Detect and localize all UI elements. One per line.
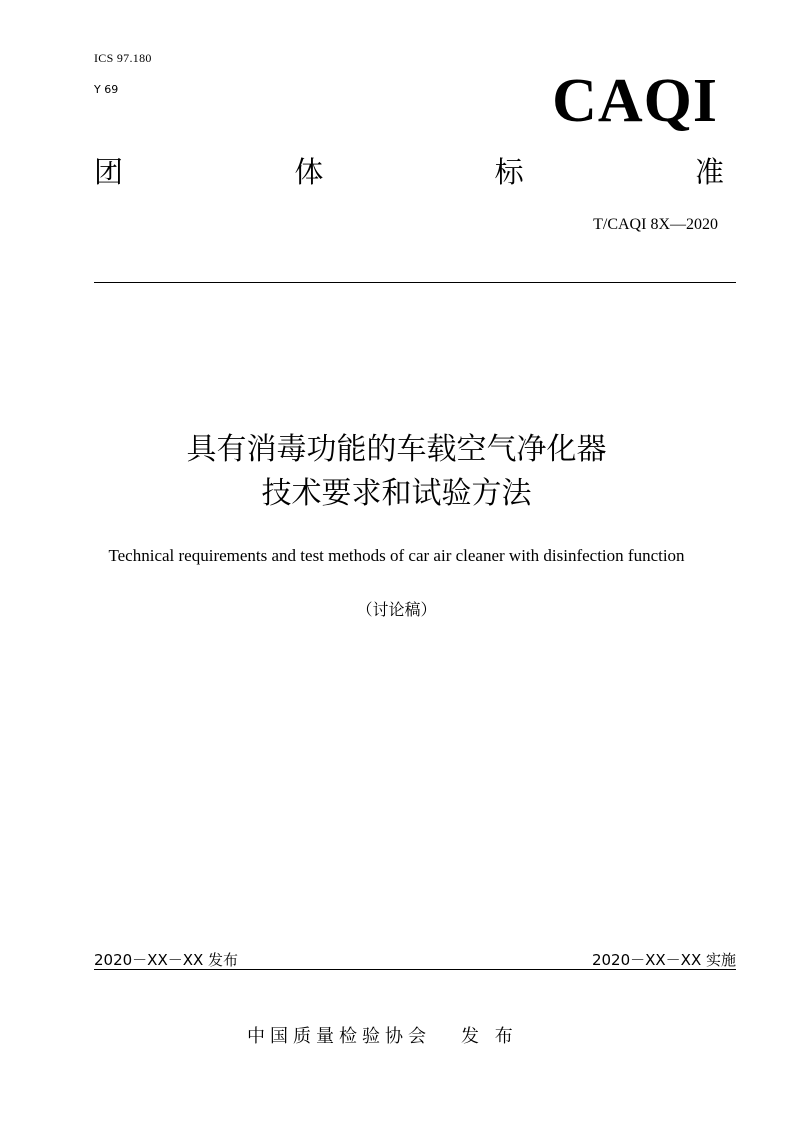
caqi-logo: CAQI bbox=[552, 67, 718, 135]
standard-type-char: 团 bbox=[94, 155, 124, 189]
title-cn-line-1: 具有消毒功能的车载空气净化器 bbox=[186, 432, 607, 467]
standard-type-heading bbox=[94, 152, 724, 192]
ics-code: ICS 97.180 bbox=[94, 51, 152, 65]
ccs-code: Y 69 bbox=[94, 83, 119, 96]
standard-type-char: 准 bbox=[694, 155, 724, 189]
document-title-en: Technical requirements and test methods of car air cleaner with disinfection function bbox=[108, 546, 685, 565]
publisher-action: 发 布 bbox=[461, 1026, 518, 1047]
publisher-name: 中国质量检验协会 bbox=[247, 1026, 431, 1047]
publisher bbox=[247, 1022, 518, 1048]
footer-divider bbox=[94, 969, 736, 970]
standard-type-char: 标 bbox=[494, 155, 524, 189]
standard-number: T/CAQI 8X—2020 bbox=[593, 216, 718, 233]
draft-status: （讨论稿） bbox=[356, 600, 437, 619]
title-cn-line-2: 技术要求和试验方法 bbox=[261, 476, 532, 511]
date-row bbox=[94, 950, 736, 970]
issue-date: 2020－XX－XX 发布 bbox=[94, 951, 239, 969]
standard-type-char: 体 bbox=[294, 155, 324, 189]
document-title-cn bbox=[0, 428, 793, 516]
implementation-date: 2020－XX－XX 实施 bbox=[591, 951, 736, 969]
header-divider bbox=[94, 282, 736, 283]
